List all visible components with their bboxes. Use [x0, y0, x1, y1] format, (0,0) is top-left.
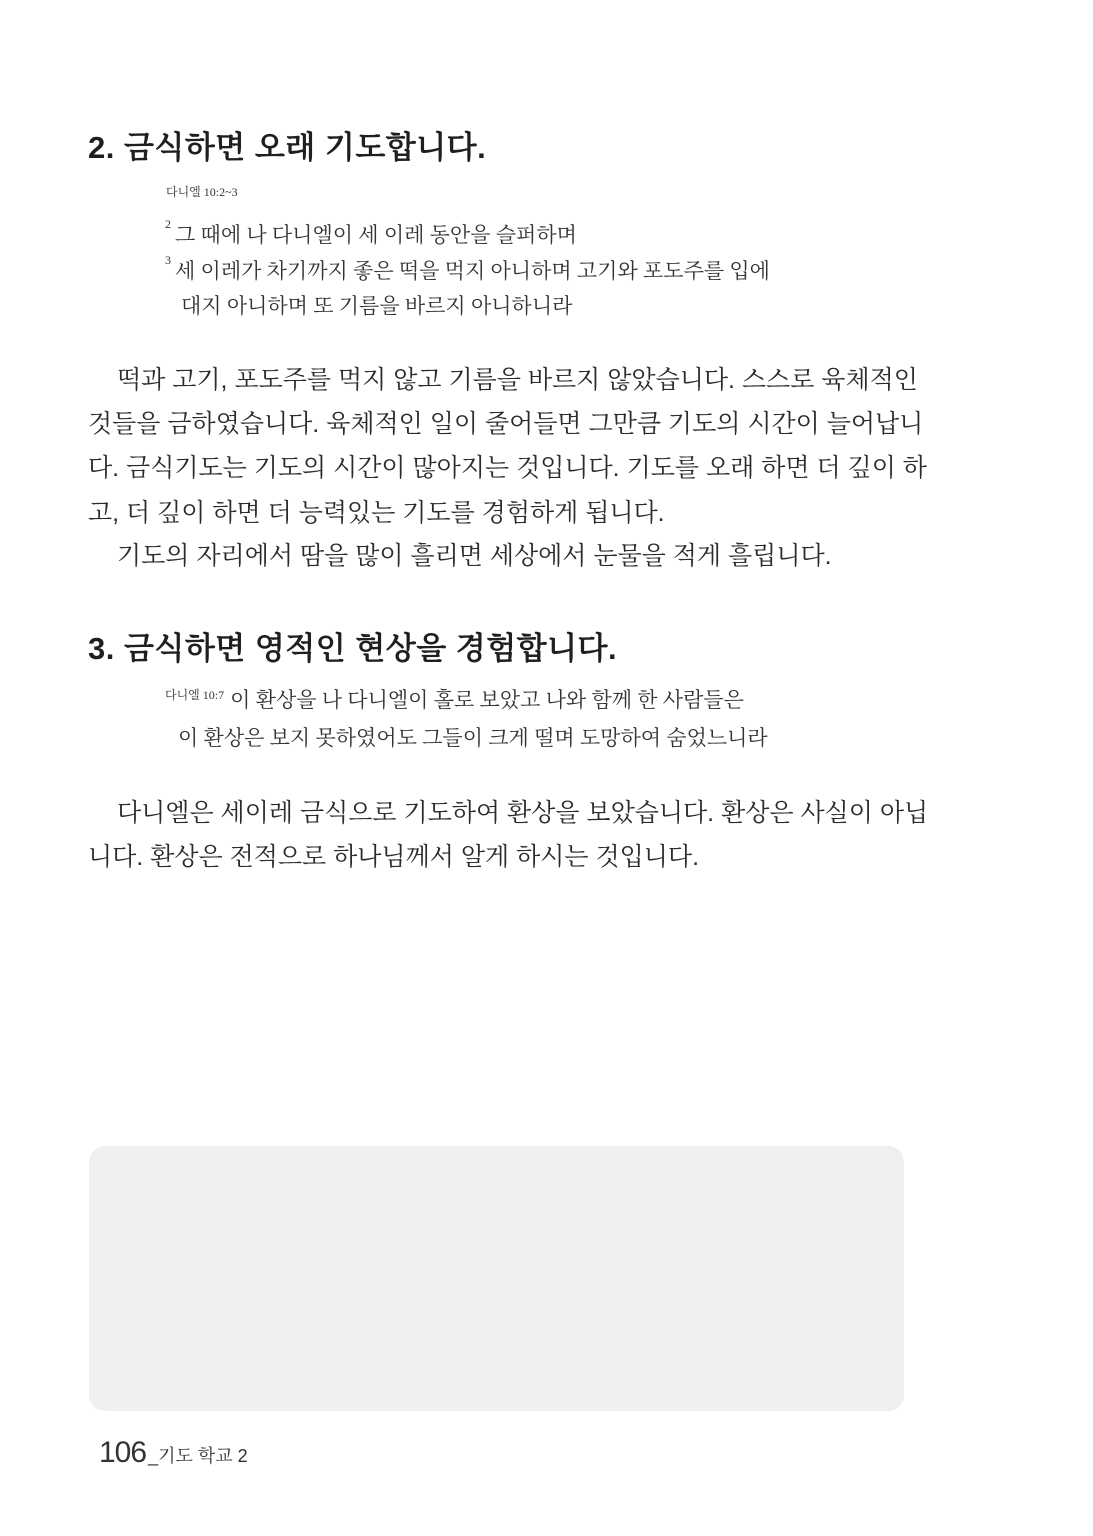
quote-text: 이 환상을 나 다니엘이 홀로 보았고 나와 함께 한 사람들은	[230, 688, 744, 712]
page-number: 106	[99, 1436, 147, 1469]
body-text-line: 다. 금식기도는 기도의 시간이 많아지는 것입니다. 기도를 오래 하면 더 깊이 하	[88, 454, 927, 482]
body-text-line: 것들을 금하였습니다. 육체적인 일이 줄어들면 그만큼 기도의 시간이 늘어납니	[88, 410, 924, 438]
body-text-line: 떡과 고기, 포도주를 먹지 않고 기름을 바르지 않았습니다. 스스로 육체적인	[117, 366, 918, 394]
scripture-quote	[165, 684, 744, 714]
scripture-quote-continued: 이 환상은 보지 못하였어도 그들이 크게 떨며 도망하여 숨었느니라	[178, 726, 768, 750]
scripture-reference: 다니엘 10:2~3	[166, 185, 238, 199]
book-title: _기도 학교 2	[148, 1446, 248, 1466]
body-text-line: 다니엘은 세이레 금식으로 기도하여 환상을 보았습니다. 환상은 사실이 아닙	[117, 799, 929, 827]
verse-text: 세 이레가 차기까지 좋은 떡을 먹지 아니하며 고기와 포도주를 입에	[175, 259, 770, 283]
section-2-heading: 2. 금식하면 오래 기도합니다.	[88, 130, 487, 165]
verse-number: 3	[165, 253, 171, 267]
scripture-verse-3	[165, 255, 770, 285]
scripture-verse-3-continued: 대지 아니하며 또 기름을 바르지 아니하니라	[181, 294, 573, 318]
blank-note-box	[89, 1146, 904, 1411]
scripture-verse-2	[165, 219, 577, 249]
section-3-heading: 3. 금식하면 영적인 현상을 경험합니다.	[88, 631, 618, 666]
verse-text: 그 때에 나 다니엘이 세 이레 동안을 슬퍼하며	[175, 223, 577, 247]
body-text-line: 고, 더 깊이 하면 더 능력있는 기도를 경험하게 됩니다.	[88, 499, 665, 527]
verse-number: 2	[165, 217, 171, 231]
page-footer	[99, 1436, 248, 1470]
body-text-line: 니다. 환상은 전적으로 하나님께서 알게 하시는 것입니다.	[88, 843, 700, 871]
body-text-line: 기도의 자리에서 땀을 많이 흘리면 세상에서 눈물을 적게 흘립니다.	[117, 542, 832, 570]
scripture-reference: 다니엘 10:7	[165, 688, 225, 702]
